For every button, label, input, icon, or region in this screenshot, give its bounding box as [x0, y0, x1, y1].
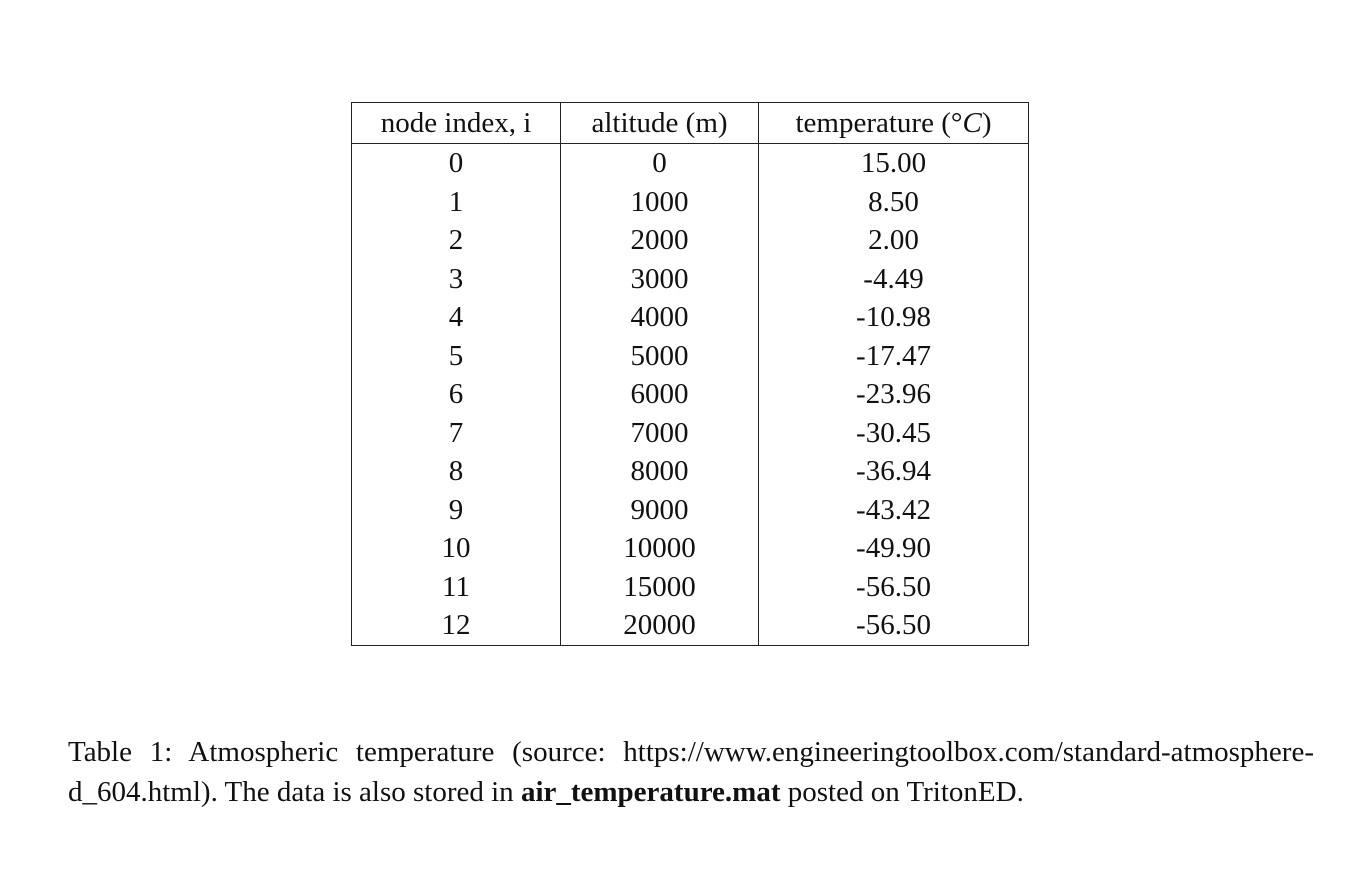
header-temperature-suffix: ) [981, 107, 992, 139]
cell-altitude: 5000 [561, 337, 759, 376]
cell-altitude: 2000 [561, 221, 759, 260]
header-temperature-degree: ° [950, 107, 963, 139]
table-row [352, 491, 1029, 530]
caption-text-1: Table 1: Atmospheric temperature (source: https://www.engineeringtoolbox.com/standard-atmosphere-d_604.html). The data is also stored in [68, 736, 1314, 808]
cell-node-index: 0 [352, 144, 561, 183]
cell-altitude: 10000 [561, 529, 759, 568]
cell-node-index: 11 [352, 568, 561, 607]
cell-temperature: -56.50 [759, 568, 1029, 607]
table-header [352, 103, 1029, 144]
atmospheric-temperature-table [351, 102, 1029, 646]
cell-node-index: 12 [352, 606, 561, 645]
cell-temperature: -30.45 [759, 414, 1029, 453]
cell-altitude: 4000 [561, 298, 759, 337]
table-row [352, 529, 1029, 568]
cell-temperature: 2.00 [759, 221, 1029, 260]
cell-altitude: 20000 [561, 606, 759, 645]
cell-temperature: -4.49 [759, 260, 1029, 299]
cell-node-index: 1 [352, 183, 561, 222]
table-row [352, 606, 1029, 645]
header-altitude: altitude (m) [561, 103, 759, 144]
caption-filename: air_temperature.mat [520, 775, 781, 808]
cell-altitude: 8000 [561, 452, 759, 491]
table-row [352, 414, 1029, 453]
table-row [352, 452, 1029, 491]
cell-node-index: 2 [352, 221, 561, 260]
header-node-index: node index, i [352, 103, 561, 144]
header-temperature-unit: C [962, 107, 982, 139]
cell-altitude: 1000 [561, 183, 759, 222]
table-row [352, 298, 1029, 337]
cell-node-index: 3 [352, 260, 561, 299]
cell-altitude: 3000 [561, 260, 759, 299]
table-row [352, 183, 1029, 222]
cell-altitude: 0 [561, 144, 759, 183]
cell-temperature: -43.42 [759, 491, 1029, 530]
cell-temperature: -36.94 [759, 452, 1029, 491]
table-body [352, 144, 1029, 646]
cell-temperature: -10.98 [759, 298, 1029, 337]
cell-temperature: -49.90 [759, 529, 1029, 568]
caption-text-2: posted on TritonED. [780, 775, 1024, 808]
cell-node-index: 8 [352, 452, 561, 491]
table-caption [68, 733, 1314, 812]
table-row [352, 221, 1029, 260]
header-temperature-prefix: temperature ( [795, 107, 951, 139]
cell-altitude: 6000 [561, 375, 759, 414]
cell-node-index: 4 [352, 298, 561, 337]
cell-temperature: 8.50 [759, 183, 1029, 222]
cell-node-index: 6 [352, 375, 561, 414]
cell-temperature: 15.00 [759, 144, 1029, 183]
header-temperature [759, 103, 1029, 144]
cell-temperature: -17.47 [759, 337, 1029, 376]
table-row [352, 144, 1029, 183]
cell-temperature: -56.50 [759, 606, 1029, 645]
cell-node-index: 5 [352, 337, 561, 376]
table-row [352, 260, 1029, 299]
cell-altitude: 9000 [561, 491, 759, 530]
cell-temperature: -23.96 [759, 375, 1029, 414]
table-row [352, 337, 1029, 376]
cell-node-index: 7 [352, 414, 561, 453]
cell-altitude: 15000 [561, 568, 759, 607]
cell-altitude: 7000 [561, 414, 759, 453]
cell-node-index: 10 [352, 529, 561, 568]
header-row [352, 103, 1029, 144]
cell-node-index: 9 [352, 491, 561, 530]
table-row [352, 375, 1029, 414]
table-row [352, 568, 1029, 607]
